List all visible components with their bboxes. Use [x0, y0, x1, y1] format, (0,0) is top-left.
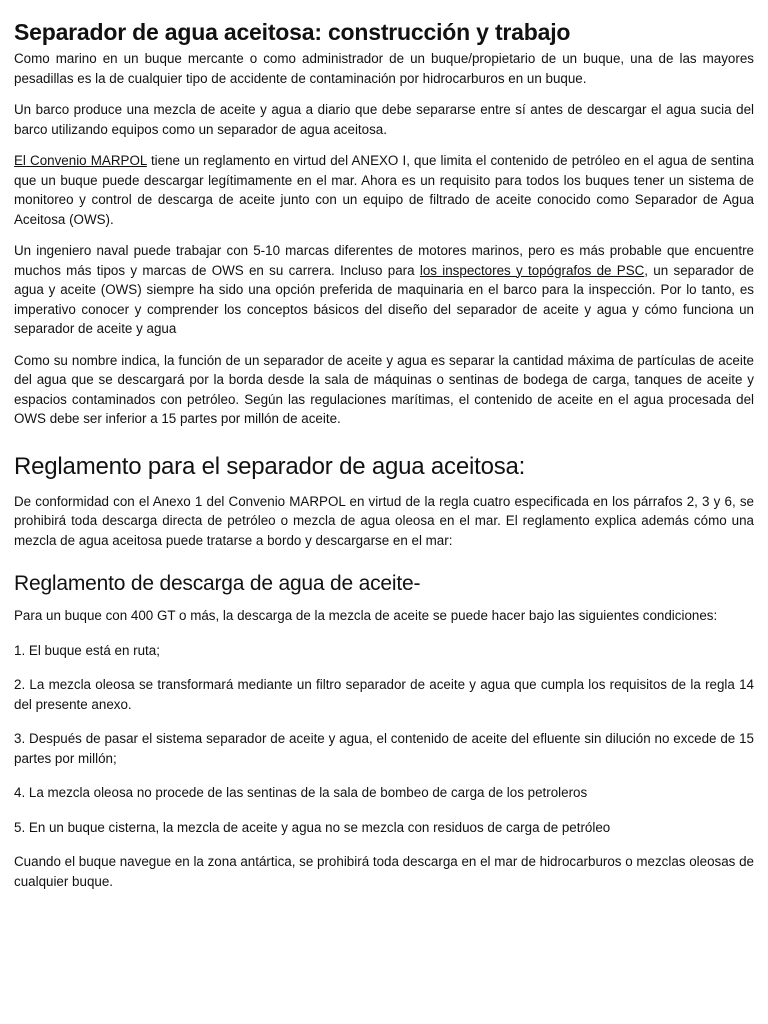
paragraph-engineer-text-a: Un ingeniero naval puede trabajar con 5-10 marcas diferentes de motores marinos, pero es más probable que encuentre muchos más tipos y marcas de OWS en su carrera. Incluso para — [14, 243, 754, 278]
document-title: Separador de agua aceitosa: construcción y trabajo — [14, 19, 571, 45]
paragraph-oily-mixture: Un barco produce una mezcla de aceite y agua a diario que debe separarse entre sí antes de descargar el agua sucia del barco utilizando equipos como un separador de agua aceitosa. — [14, 102, 754, 137]
paragraph-engineer — [14, 241, 754, 339]
subsection-heading-discharge: Reglamento de descarga de agua de aceite- — [14, 572, 421, 595]
section-heading-regulation: Reglamento para el separador de agua aceitosa: — [14, 452, 526, 480]
paragraph-annex: De conformidad con el Anexo 1 del Convenio MARPOL en virtud de la regla cuatro especificada en los párrafos 2, 3 y 6, se prohibirá toda descarga directa de petróleo o mezcla de agua oleosa en el mar. El reglamento explica además cómo una mezcla de agua aceitosa puede tratarse a bordo y descargarse en el mar: — [14, 493, 754, 548]
paragraph-function: Como su nombre indica, la función de un separador de aceite y agua es separar la cantidad máxima de partículas de aceite del agua que se descargará por la borda desde la sala de máquinas o sentinas de bodega de carga, tanques de aceite y espacios contaminados con petróleo. Según las regulaciones marítimas, el contenido de aceite en el agua procesada del OWS debe ser inferior a 15 partes por millón de aceite. — [14, 352, 754, 426]
psc-inspectors-link[interactable]: los inspectores y topógrafos de PSC — [419, 262, 645, 278]
marpol-link[interactable]: El Convenio MARPOL — [14, 153, 147, 168]
list-item: 4. La mezcla oleosa no procede de las sentinas de la sala de bombeo de carga de los petroleros — [14, 785, 588, 800]
intro-paragraph: Como marino en un buque mercante o como administrador de un buque/propietario de un buque, una de las mayores pesadillas es la de cualquier tipo de accidente de contaminación por hidrocarburos en un buque. — [14, 51, 754, 86]
list-item: 5. En un buque cisterna, la mezcla de aceite y agua no se mezcla con residuos de carga de petróleo — [14, 819, 611, 835]
list-item: 1. El buque está en ruta; — [14, 642, 160, 658]
paragraph-engineer-text-b: , un separador de agua y aceite (OWS) siempre ha sido una opción preferida de maquinaria en el barco para la inspección. Por lo tanto, es imperativo conocer y comprender los conceptos básicos del diseño del separador de aceite y agua y cómo funciona un separador de aceite y agua — [14, 262, 754, 336]
list-item: 2. La mezcla oleosa se transformará mediante un filtro separador de aceite y agua que cumpla los requisitos de la regla 14 del presente anexo. — [14, 677, 754, 712]
paragraph-marpol — [14, 151, 754, 229]
paragraph-marpol-text: tiene un reglamento en virtud del ANEXO I, que limita el contenido de petróleo en el agua de sentina que un buque puede descargar legítimamente en el mar. Ahora es un requisito para todos los buques tener un sistema de monitoreo y control de descarga de aceite junto con un equipo de filtrado de aceite conocido como Separador de Agua Aceitosa (OWS). — [14, 153, 754, 227]
paragraph-antarctic: Cuando el buque navegue en la zona antártica, se prohibirá toda descarga en el mar de hidrocarburos o mezclas oleosas de cualquier buque. — [14, 854, 754, 889]
paragraph-conditions-intro: Para un buque con 400 GT o más, la descarga de la mezcla de aceite se puede hacer bajo las siguientes condiciones: — [14, 608, 718, 623]
list-item: 3. Después de pasar el sistema separador de aceite y agua, el contenido de aceite del efluente sin dilución no excede de 15 partes por millón; — [14, 731, 754, 766]
